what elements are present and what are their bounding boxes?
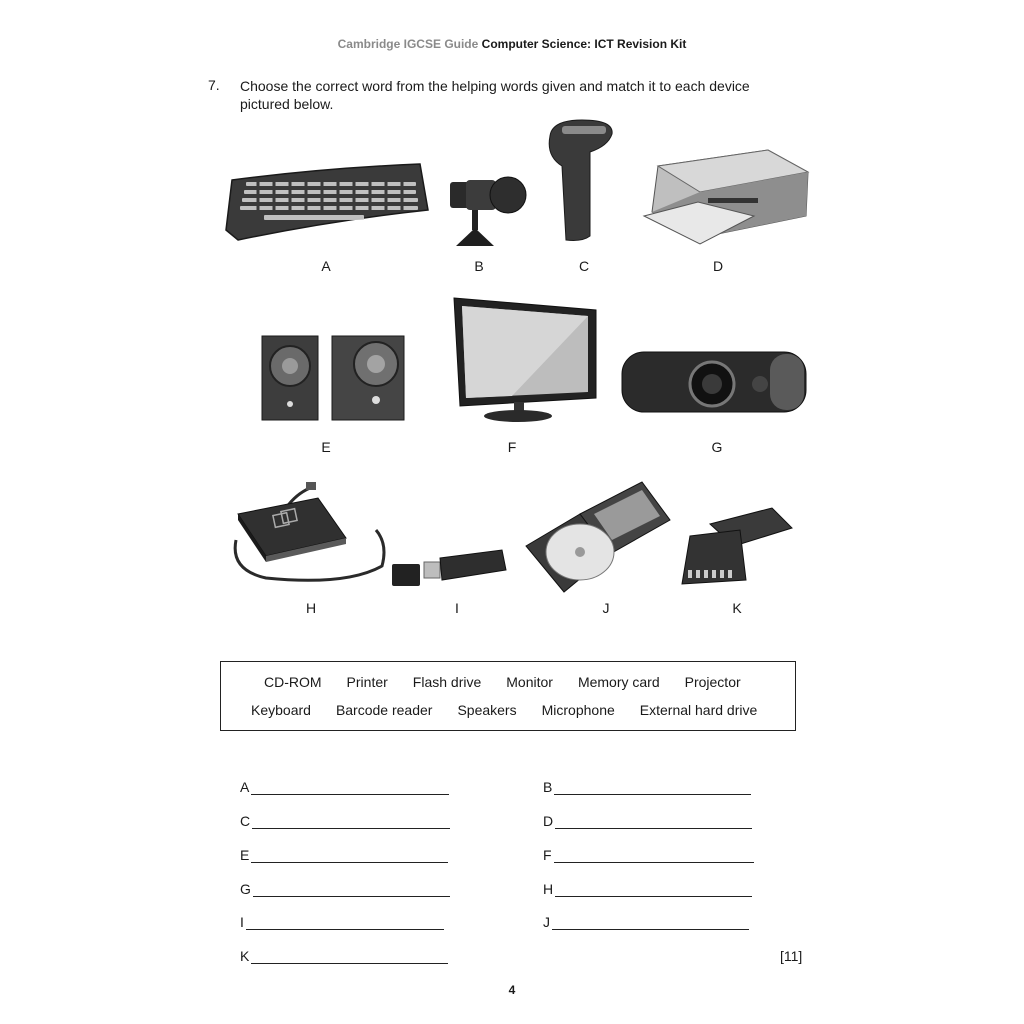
word-flash-drive: Flash drive [412,674,482,690]
page-number: 4 [508,983,516,997]
answer-line-e[interactable] [240,847,448,863]
answer-line-a[interactable] [240,779,449,795]
device-label-a: A [321,258,331,274]
microphone-icon [444,170,528,250]
word-keyboard: Keyboard [251,702,311,718]
helping-words-row-1 [264,674,741,690]
header-series: Cambridge IGCSE Guide [337,37,479,51]
answer-line-j[interactable] [543,914,749,930]
answer-letter: A [240,779,250,795]
word-projector: Projector [684,674,741,690]
answer-line-g[interactable] [240,881,450,897]
answer-blank[interactable] [555,814,752,829]
word-barcode-reader: Barcode reader [335,702,433,718]
answer-letter: G [240,881,251,897]
answer-letter: J [543,914,550,930]
word-microphone: Microphone [541,702,615,718]
device-label-f: F [507,439,517,455]
answer-blank[interactable] [253,882,450,897]
word-speakers: Speakers [457,702,517,718]
answer-blank[interactable] [554,848,754,863]
answer-line-c[interactable] [240,813,450,829]
marks-total: [11] [780,948,803,964]
answer-letter: K [240,948,250,964]
device-label-e: E [321,439,331,455]
answer-line-h[interactable] [543,881,752,897]
projector-icon [620,344,808,418]
helping-words-row-2 [251,702,757,718]
printer-icon [638,146,812,250]
answer-letter: H [543,881,554,897]
answer-letter: F [543,847,552,863]
keyboard-icon [224,160,430,242]
helping-words-box [220,661,796,731]
device-label-j: J [602,600,610,616]
answer-line-b[interactable] [543,779,751,795]
answer-letter: C [240,813,251,829]
word-monitor: Monitor [506,674,553,690]
monitor-icon [452,296,600,426]
answer-line-f[interactable] [543,847,754,863]
device-label-h: H [305,600,317,616]
answer-line-i[interactable] [240,914,444,930]
answer-blank[interactable] [251,780,449,795]
answer-line-k[interactable] [240,948,448,964]
word-cd-rom: CD-ROM [264,674,322,690]
device-label-g: G [711,439,723,455]
answer-blank[interactable] [554,780,751,795]
header-title: Computer Science: ICT Revision Kit [481,37,687,51]
external-hard-drive-icon [226,480,390,588]
answer-letter: E [240,847,250,863]
device-label-k: K [732,600,742,616]
cd-rom-icon [524,480,674,598]
question-text: Choose the correct word from the helping words given and match it to each device pictured below. [240,78,750,112]
device-label-i: I [455,600,459,616]
barcode-reader-icon [542,116,618,244]
answer-blank[interactable] [552,915,749,930]
answer-blank[interactable] [251,848,448,863]
word-memory-card: Memory card [577,674,660,690]
question-number: 7. [208,77,220,93]
answer-blank[interactable] [251,949,448,964]
answer-letter: D [543,813,554,829]
answer-blank[interactable] [246,915,444,930]
device-label-d: D [712,258,724,274]
speakers-icon [258,332,408,424]
word-printer: Printer [346,674,388,690]
device-label-b: B [474,258,484,274]
device-label-c: C [578,258,590,274]
memory-card-icon [680,506,796,586]
answer-letter: I [240,914,244,930]
answer-letter: B [543,779,553,795]
running-header [0,37,1024,51]
word-external-hard-drive: External hard drive [639,702,758,718]
answer-line-d[interactable] [543,813,752,829]
answer-blank[interactable] [252,814,450,829]
answer-blank[interactable] [555,882,752,897]
flash-drive-icon [390,546,508,590]
